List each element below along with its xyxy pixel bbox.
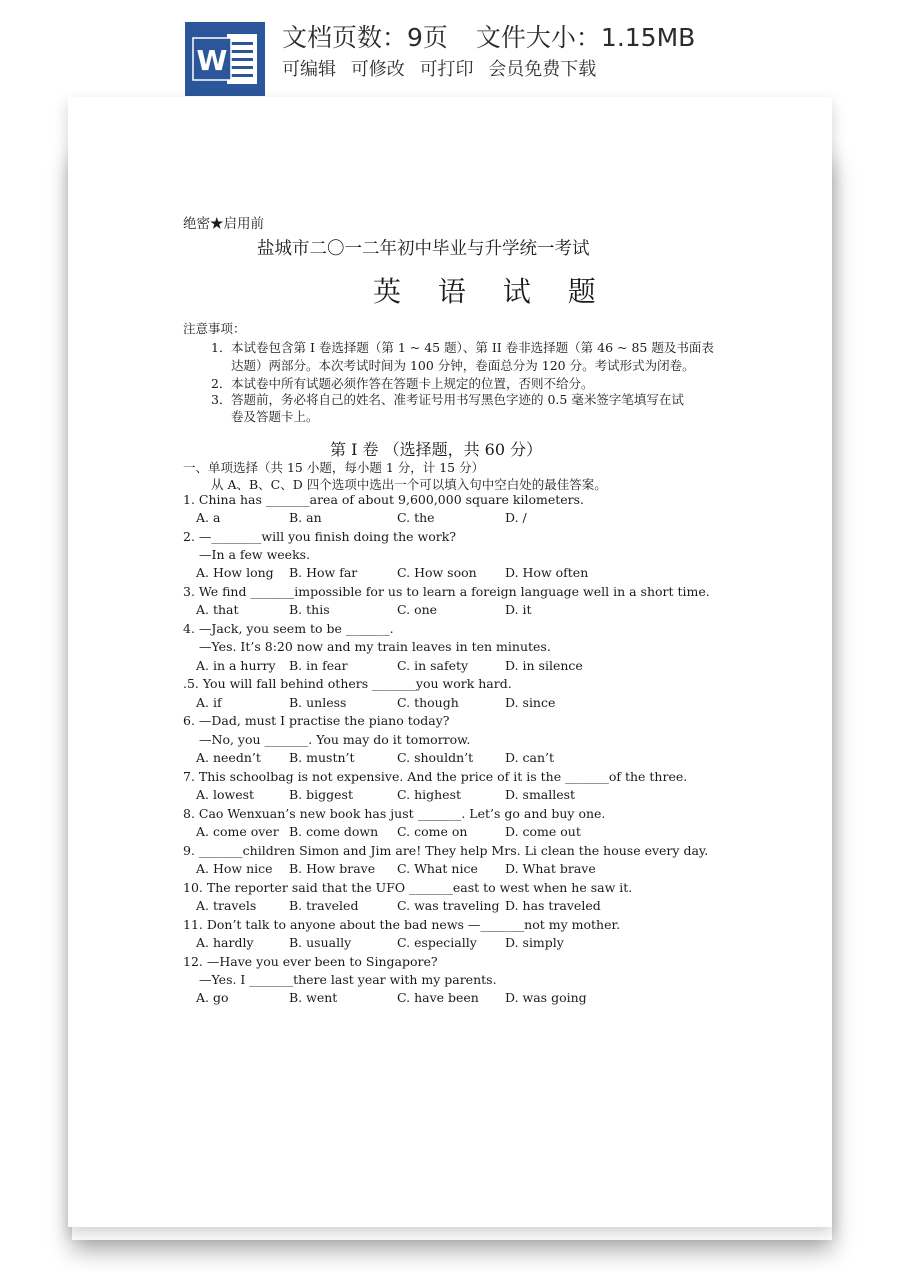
word-document-icon bbox=[185, 22, 265, 96]
question-options bbox=[196, 898, 796, 916]
section-instruction: 从 A、B、C、D 四个选项中选出一个可以填入句中空白处的最佳答案。 bbox=[211, 477, 607, 492]
option-a: A. in a hurry bbox=[196, 657, 276, 673]
option-a: A. come over bbox=[196, 823, 279, 839]
option-d: D. How often bbox=[505, 565, 589, 581]
download-banner bbox=[0, 0, 900, 100]
question-options bbox=[196, 510, 796, 528]
question-options bbox=[196, 861, 796, 879]
section-heading: 一、单项选择（共 15 小题，每小题 1 分，计 15 分） bbox=[183, 460, 485, 475]
option-c: C. highest bbox=[397, 786, 462, 802]
option-a: A. How long bbox=[196, 565, 274, 581]
question-options bbox=[196, 787, 796, 805]
option-d: D. come out bbox=[505, 823, 581, 839]
question-options bbox=[196, 565, 796, 583]
option-d: D. it bbox=[505, 602, 532, 618]
secret-label: 绝密★启用前 bbox=[183, 216, 264, 232]
option-c: C. come on bbox=[397, 823, 468, 839]
option-d: D. can’t bbox=[505, 749, 555, 765]
note-1-continued: 达题）两部分。本次考试时间为 100 分钟，卷面总分为 120 分。考试形式为闭卷。 bbox=[231, 358, 695, 373]
option-b: B. an bbox=[289, 510, 322, 526]
option-a: A. needn’t bbox=[196, 749, 261, 765]
option-a: A. go bbox=[196, 990, 229, 1005]
subject-title: 英 语 试 题 bbox=[373, 275, 610, 308]
option-a: A. that bbox=[196, 602, 239, 618]
file-size: 文件大小：1.15MB bbox=[475, 23, 696, 52]
feature-modifiable: 可修改 bbox=[350, 59, 405, 80]
option-d: D. / bbox=[505, 510, 527, 526]
question-options bbox=[196, 990, 796, 1008]
note-text: 答题前，务必将自己的姓名、准考证号用书写黑色字迹的 0.5 毫米签字笔填写在试 bbox=[231, 392, 684, 407]
feature-printable: 可打印 bbox=[419, 59, 474, 80]
option-c: C. was traveling bbox=[397, 897, 500, 913]
note-3 bbox=[211, 391, 684, 409]
option-b: B. unless bbox=[289, 694, 347, 710]
option-d: D. has traveled bbox=[505, 897, 601, 913]
question-stem: 4. —Jack, you seem to be _______. bbox=[183, 621, 394, 637]
question-stem: 1. China has _______area of about 9,600,000 square kilometers. bbox=[183, 492, 585, 507]
question-options bbox=[196, 695, 796, 713]
note-text: 本试卷包含第 I 卷选择题（第 1 ~ 45 题）、第 II 卷非选择题（第 46 ~ 85 题及书面表 bbox=[231, 340, 714, 355]
option-c: C. How soon bbox=[397, 565, 477, 581]
option-b: B. traveled bbox=[289, 897, 359, 913]
option-c: C. one bbox=[397, 602, 438, 618]
option-b: B. How far bbox=[289, 565, 358, 581]
note-number: 1． bbox=[211, 340, 232, 355]
option-b: B. in fear bbox=[289, 657, 348, 673]
option-d: D. since bbox=[505, 694, 556, 710]
option-a: A. travels bbox=[196, 897, 257, 913]
page-count: 文档页数：9页 bbox=[282, 23, 448, 52]
option-a: A. hardly bbox=[196, 934, 254, 950]
question-dialogue-line: —Yes. I _______there last year with my parents. bbox=[199, 971, 497, 987]
question-options bbox=[196, 935, 796, 953]
option-d: D. What brave bbox=[505, 860, 596, 876]
word-icon-letter: W bbox=[196, 44, 228, 77]
question-options bbox=[196, 750, 796, 768]
option-a: A. lowest bbox=[196, 786, 255, 802]
question-stem: 12. —Have you ever been to Singapore? bbox=[183, 953, 438, 969]
option-b: B. mustn’t bbox=[289, 749, 355, 765]
option-c: C. What nice bbox=[397, 860, 478, 876]
option-b: B. How brave bbox=[289, 860, 376, 876]
note-number: 3． bbox=[211, 392, 232, 407]
feature-list bbox=[282, 55, 605, 81]
question-dialogue-line: —In a few weeks. bbox=[199, 547, 311, 563]
option-c: C. in safety bbox=[397, 657, 469, 673]
question-stem: 2. —________will you finish doing the work? bbox=[183, 529, 456, 544]
option-a: A. a bbox=[196, 510, 221, 526]
option-a: A. if bbox=[196, 694, 222, 710]
question-stem: 7. This schoolbag is not expensive. And the price of it is the _______of the three. bbox=[183, 768, 688, 784]
file-info bbox=[282, 18, 695, 54]
option-c: C. shouldn’t bbox=[397, 749, 474, 765]
option-b: B. biggest bbox=[289, 786, 353, 802]
option-d: D. was going bbox=[505, 990, 587, 1005]
question-dialogue-line: —Yes. It’s 8:20 now and my train leaves in ten minutes. bbox=[199, 639, 551, 655]
question-options bbox=[196, 658, 796, 676]
exam-title: 盐城市二〇一二年初中毕业与升学统一考试 bbox=[257, 239, 590, 259]
option-b: B. come down bbox=[289, 823, 379, 839]
question-stem: 9. _______children Simon and Jim are! They help Mrs. Li clean the house every day. bbox=[183, 842, 709, 858]
option-d: D. simply bbox=[505, 934, 564, 950]
note-number: 2． bbox=[211, 376, 232, 391]
question-stem: 6. —Dad, must I practise the piano today? bbox=[183, 713, 450, 729]
document-page bbox=[68, 97, 832, 1227]
option-b: B. this bbox=[289, 602, 330, 618]
option-c: C. have been bbox=[397, 990, 479, 1005]
question-stem: .5. You will fall behind others _______you work hard. bbox=[183, 676, 512, 692]
option-b: B. usually bbox=[289, 934, 352, 950]
note-text: 本试卷中所有试题必须作答在答题卡上规定的位置，否则不给分。 bbox=[231, 376, 594, 391]
feature-member-download[interactable]: 会员免费下载 bbox=[488, 59, 597, 80]
question-options bbox=[196, 824, 796, 842]
note-1 bbox=[211, 339, 714, 357]
question-stem: 11. Don’t talk to anyone about the bad news —_______not my mother. bbox=[183, 916, 621, 932]
question-dialogue-line: —No, you _______. You may do it tomorrow. bbox=[199, 731, 471, 747]
note-3-continued: 卷及答题卡上。 bbox=[231, 409, 319, 424]
part-title: 第 I 卷 （选择题，共 60 分） bbox=[330, 440, 543, 459]
option-c: C. especially bbox=[397, 934, 477, 950]
feature-editable: 可编辑 bbox=[282, 59, 336, 80]
option-c: C. the bbox=[397, 510, 435, 526]
option-d: D. in silence bbox=[505, 657, 583, 673]
question-stem: 10. The reporter said that the UFO _______east to west when he saw it. bbox=[183, 879, 633, 895]
option-c: C. though bbox=[397, 694, 459, 710]
option-b: B. went bbox=[289, 990, 338, 1005]
option-a: A. How nice bbox=[196, 860, 273, 876]
question-stem: 3. We find _______impossible for us to learn a foreign language well in a short time. bbox=[183, 584, 710, 600]
question-stem: 8. Cao Wenxuan’s new book has just _______. Let’s go and buy one. bbox=[183, 805, 606, 821]
option-d: D. smallest bbox=[505, 786, 576, 802]
question-options bbox=[196, 602, 796, 620]
notes-heading: 注意事项： bbox=[183, 321, 246, 336]
